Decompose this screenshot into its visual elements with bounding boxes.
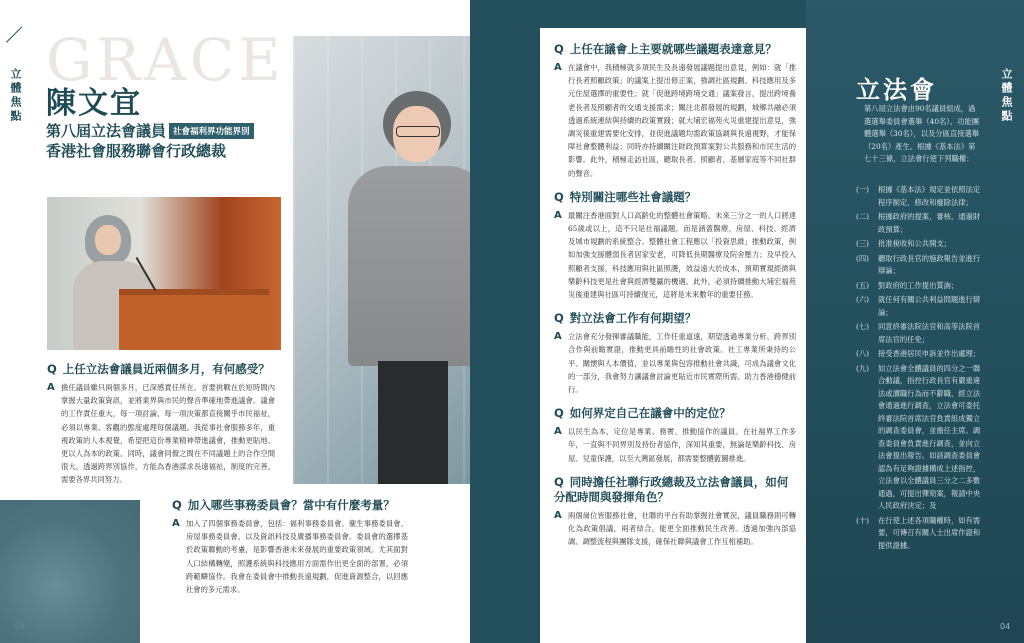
sidebar-list-item: (八) 接受香港居民申訴並作出處理； bbox=[856, 349, 981, 358]
sidebar-list-item: (四) 聽取行政長官的施政報告並進行辯論； bbox=[856, 253, 981, 275]
sidebar-list-item: (六) 就任何有關公共利益問題進行辯論； bbox=[856, 295, 981, 317]
left-page bbox=[0, 0, 470, 643]
podium bbox=[119, 289, 269, 350]
sidebar-intro: 第八屆立法會由90名議員組成，過選選舉委員會選舉（40名）、功能團體選舉（30名），以及分區直接選舉（20名）產生。根據《基本法》第七十三條，立法會行使下列職權： bbox=[864, 104, 980, 163]
qa-block-6 bbox=[554, 406, 796, 465]
role-badge: 社會福利界功能界別 bbox=[169, 123, 254, 139]
sidebar-list-item: (十) 在行使上述各項職權時，如有需要，可傳召有關人士出席作證和提供證據。 bbox=[856, 515, 981, 550]
role-title: 第八屆立法會議員 bbox=[46, 122, 167, 140]
answer-2: A 加入了四個事務委員會，包括：福利事務委員會、衞生事務委員會、房屋事務委員會，以及資訊科技及廣播事務委員會。委員會的選擇基於政策聯動的考慮，是影響香港未來發展的重要政策領域。尤其面對人口結構轉變，照護系統與科技應用方面需作出更全面的部署，必須跨範疇協作。我會在委員會中推動長遠規劃，促進資源整合，以回應社會的多元需求。 bbox=[172, 518, 408, 595]
question-5: Q 對立法會工作有何期望？ bbox=[554, 311, 697, 326]
sidebar-list-item: (九) 如立法會全體議員的四分之一聯合動議，指控行政長官有嚴重違法或瀆職行為而不辭職，經立法會通過進行調查，立法會可委托終審法院首席法官負責組成獨立的調查委員會，並擔任主席。調查委員會負責進行調查，並向立法會提出報告。如該調查委員會認為有足夠證據構成上述指控，立法會以全體議員三分之二多數通過，可提出彈劾案，報請中央人民政府決定；及 bbox=[856, 363, 981, 510]
speaker-face bbox=[95, 225, 121, 255]
legco-sidebar bbox=[806, 0, 1024, 643]
portrait-trousers bbox=[378, 361, 448, 484]
portrait-jacket bbox=[348, 166, 471, 366]
podium-photo bbox=[47, 197, 281, 350]
grace-watermark: GRACE bbox=[46, 26, 285, 94]
portrait-photo bbox=[293, 36, 471, 484]
section-tag-left: 立體焦點 bbox=[9, 68, 22, 124]
sidebar-title: 立法會 bbox=[856, 75, 937, 104]
portrait-glasses bbox=[396, 126, 440, 137]
section-tag-right: 立體焦點 bbox=[1000, 68, 1013, 124]
answer-5: A 立法會充分發揮審議職能，工作任重道遠，期望透過專業分析、跨界別合作與前瞻實證，推動更具前瞻性的社會政策。社工專業所秉持的公平、關懷與人本價值，並以專業與包容推動社會共識，可成為議會文化的一部分，我會努力讓議會討論更貼近市民實際所需、助力香港穩健前行。 bbox=[554, 331, 796, 395]
qa-column bbox=[540, 28, 806, 643]
role-line-2: 香港社會服務聯會行政總裁 bbox=[46, 142, 227, 160]
answer-6: A 以民生為本，定位是專業、務實、推動協作的議員。在社福界工作多年，一直與不同界別及持份者協作，深知其重要，無論是樂齡科技、房屋、兒童保護，以至大灣區發展，都需要整體藍圖推進。 bbox=[554, 426, 796, 463]
answer-3: A 在議會中，我積極就多項民生及長遠發展議題提出意見，例如：就「推行長者照顧政策」的議案上提出修正案，強調社區規劃、科技應用及多元住屋選擇的重要性；就「促進跨境跨境交通」議案發言，提出跨境養老長者及照顧者的交通支援需求；關注北都發展的規劃，城鄉共融必須透過系統連結與持續的政策實踐；就大埔宏福苑火災重建提出意見，強調災後重建需要化安排，並促進議題均需政策協調與長遠視野，才能保障社會整體利益；同時亦持續關注財政預算案對公共服務和市民生活的影響。此外，積極走訪社區，聽取長者、照顧者、基層家庭等不同社群的聲音。 bbox=[554, 62, 796, 178]
page-number-right: 04 bbox=[1000, 622, 1011, 631]
question-1: Q 上任立法會議員近兩個多月，有何感受？ bbox=[47, 362, 270, 376]
answer-7: A 兩個崗位皆服務社會，社聯的平台有助掌握社會實況，議員職務則可轉化為政策倡議，兩者結合，能更全面推動民生改善。透過加強內部協調、調整流程與團隊支援，確保社聯與議會工作互相補助。 bbox=[554, 509, 796, 547]
sidebar-list-item: (七) 同意終審法院法官和高等法院首席法官的任免； bbox=[856, 322, 981, 344]
question-6: Q 如何界定自己在議會中的定位？ bbox=[554, 406, 731, 421]
page-number-left: 03 bbox=[14, 622, 25, 631]
sidebar-list-item: (二) 根據政府的提案，審核、通過財政預算； bbox=[856, 212, 981, 234]
qa-block-2 bbox=[172, 498, 408, 596]
question-2: Q 加入哪些事務委員會？當中有什麼考量？ bbox=[172, 498, 395, 512]
person-name: 陳文宜 bbox=[46, 86, 142, 121]
qa-block-1 bbox=[47, 362, 275, 487]
sidebar-list-item: (三) 批准稅收和公共開支； bbox=[856, 239, 951, 248]
qa-block-7 bbox=[554, 475, 796, 549]
qa-block-3 bbox=[554, 42, 796, 180]
sidebar-list-item: (一) 根據《基本法》規定並依照法定程序制定、修改和廢除法律； bbox=[856, 185, 981, 207]
qa-block-4 bbox=[554, 190, 796, 301]
sidebar-list-item: (五) 對政府的工作提出質詢； bbox=[856, 280, 959, 290]
corner-line-left bbox=[6, 26, 38, 58]
role-line-1 bbox=[46, 120, 254, 141]
question-4: Q 特別關注哪些社會議題？ bbox=[554, 189, 697, 204]
qa-block-5 bbox=[554, 311, 796, 396]
question-7: Q 同時擔任社聯行政總裁及立法會議員，如何分配時間與發揮角色？ bbox=[554, 474, 789, 504]
answer-1: A 擔任議員雖只兩個多月，已深感責任所在。首要挑戰在於短時間內掌握大量政策資訊，並將業界與市民的聲音準確地帶進議會。議會的工作責任重大，每一項討論、每一項決策都直接關乎市民福祉，必須以專業、客觀的態度處理每個議題。我從事社會服務多年，重視政策的人本視覺，希望把這份專業精神帶進議會，推動更貼地、更以人為本的政策。同時，議會同僚之間在不同議題上的合作空間很大，透過跨界別協作，方能為香港謀求長遠福祉，制度的完善，需要各界共同努力。 bbox=[47, 382, 275, 485]
question-3: Q 上任在議會上主要就哪些議題表達意見？ bbox=[554, 42, 777, 56]
answer-4: A 最關注香港面對人口高齡化的整體社會策略。未來三分之一的人口將達65歲或以上，這不只是社福議題，而是涵蓋醫療、房屋、科技、經濟及城市規劃的系統整合。整體社會工程應以「投資思維」推動政策，例如加強支援體弱長者居家安老，可降低長期醫療及院舍壓力；及早投入照顧者支援，科技應用與社區照護，效益遠大於成本，預期實現經濟與樂齡科技更是社會與經濟雙贏的機遇。此外，必須持續推動大埔宏福苑災後重建與社區可持續復元，這將是未來數年的重要任務。 bbox=[554, 209, 796, 300]
sidebar-list bbox=[856, 184, 984, 554]
